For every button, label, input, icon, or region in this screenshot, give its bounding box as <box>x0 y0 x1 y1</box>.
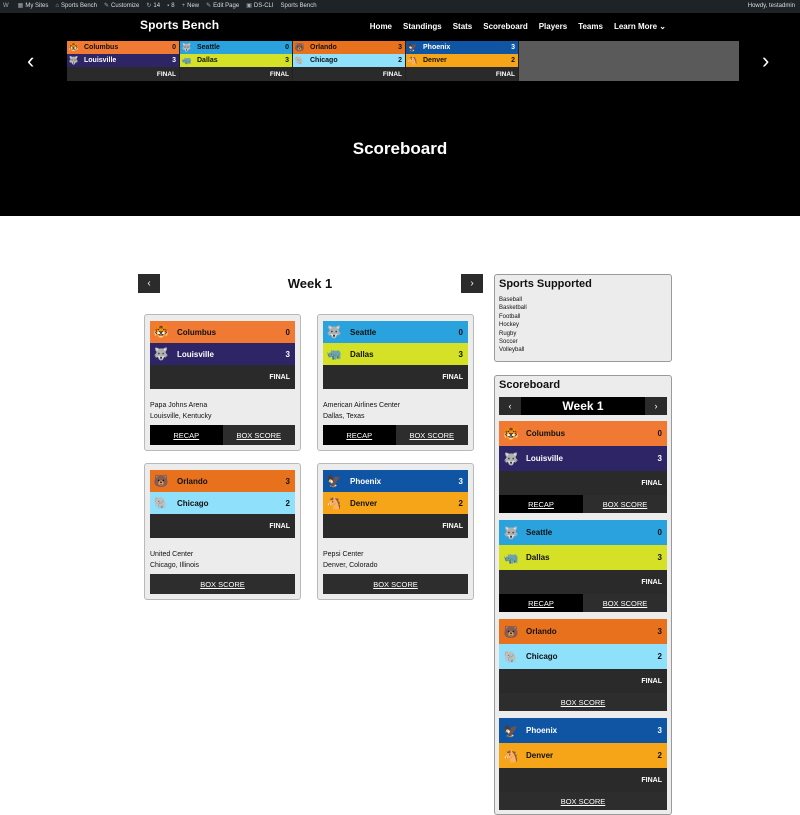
my-sites-link[interactable]: ▦ My Sites <box>18 0 49 13</box>
game-card <box>144 314 301 451</box>
ticker-game[interactable] <box>406 41 518 81</box>
phoenix-logo-icon: 🦅 <box>503 723 519 738</box>
team-row-louisville <box>67 54 179 67</box>
dallas-logo-icon: 🦏 <box>181 56 192 65</box>
sport-item: Soccer <box>499 339 518 346</box>
louisville-logo-icon: 🐺 <box>153 347 169 361</box>
plus-icon: + <box>181 3 186 9</box>
team-score: 2 <box>657 652 662 661</box>
game-venue <box>323 400 468 422</box>
sport-item: Volleyball <box>499 347 525 354</box>
team-row-louisville <box>150 343 295 365</box>
team-row-chicago <box>293 54 405 67</box>
updates-icon: ↻ <box>146 3 152 9</box>
team-name[interactable]: Columbus <box>84 44 119 51</box>
team-score: 0 <box>657 429 662 438</box>
team-name[interactable]: Phoenix <box>350 476 382 486</box>
team-score: 3 <box>285 349 290 359</box>
team-name[interactable]: Dallas <box>350 349 374 359</box>
widget-box-score-button[interactable]: BOX SCORE <box>499 792 667 810</box>
nav-learn-more[interactable]: Learn More ⌄ <box>613 22 666 31</box>
dallas-logo-icon: 🦏 <box>503 550 519 565</box>
main-nav <box>370 22 666 31</box>
widget-week-prev-button[interactable]: ‹ <box>499 397 521 415</box>
terminal-icon: ▣ <box>246 3 252 9</box>
scoreboard-widget-week-nav <box>499 397 667 415</box>
team-name[interactable]: Orlando <box>310 44 337 51</box>
team-row-columbus <box>150 321 295 343</box>
widget-week-title: Week 1 <box>521 397 645 415</box>
team-name[interactable]: Seattle <box>526 528 553 537</box>
team-row-chicago <box>150 492 295 514</box>
team-score: 3 <box>458 349 463 359</box>
game-status: FINAL <box>323 365 468 389</box>
widget-game-links <box>499 594 667 612</box>
team-score: 2 <box>398 57 402 64</box>
team-row-orlando <box>499 619 667 644</box>
team-name[interactable]: Columbus <box>177 327 217 337</box>
nav-stats[interactable]: Stats <box>452 22 473 31</box>
team-score: 3 <box>285 476 290 486</box>
orlando-logo-icon: 🐻 <box>294 43 305 52</box>
widget-game-status: FINAL <box>499 471 667 495</box>
team-score: 0 <box>285 327 290 337</box>
team-name[interactable]: Louisville <box>177 349 214 359</box>
team-name[interactable]: Denver <box>350 498 378 508</box>
venue-name: American Airlines Center <box>323 402 401 409</box>
seattle-logo-icon: 🐺 <box>181 43 192 52</box>
game-card <box>144 463 301 600</box>
sport-item: Football <box>499 313 521 320</box>
game-card <box>317 314 474 451</box>
widget-box-score-button[interactable]: BOX SCORE <box>499 693 667 711</box>
box-score-button[interactable]: BOX SCORE <box>323 574 468 594</box>
team-name[interactable]: Orlando <box>177 476 208 486</box>
howdy-user[interactable]: Howdy, testadmin <box>747 3 795 9</box>
nav-scoreboard[interactable]: Scoreboard <box>483 22 528 31</box>
team-score: 2 <box>458 498 463 508</box>
seattle-logo-icon: 🐺 <box>503 525 519 540</box>
columbus-logo-icon: 🐯 <box>503 426 519 441</box>
ticker-prev-arrow-icon[interactable]: ‹ <box>27 48 35 73</box>
team-name[interactable]: Chicago <box>526 652 558 661</box>
sport-item: Baseball <box>499 297 523 303</box>
chicago-logo-icon: 🐘 <box>503 649 519 664</box>
team-name[interactable]: Columbus <box>526 429 566 438</box>
team-name[interactable]: Chicago <box>177 498 209 508</box>
box-score-button[interactable]: BOX SCORE <box>150 574 295 594</box>
louisville-logo-icon: 🐺 <box>68 56 79 65</box>
scoreboard-widget-title: Scoreboard <box>499 379 561 391</box>
comments-link[interactable]: ▪ 8 <box>167 0 174 13</box>
nav-standings[interactable]: Standings <box>403 22 442 31</box>
nav-home[interactable]: Home <box>369 22 393 31</box>
dallas-logo-icon: 🦏 <box>326 347 342 361</box>
team-name[interactable]: Dallas <box>526 553 550 562</box>
team-row-phoenix <box>323 470 468 492</box>
brush-icon: ✎ <box>104 3 110 9</box>
sport-item: Basketball <box>499 305 527 312</box>
ticker-game[interactable] <box>67 41 179 81</box>
phoenix-logo-icon: 🦅 <box>407 43 418 52</box>
widget-game <box>499 421 667 513</box>
pencil-icon: ✎ <box>206 3 212 9</box>
team-score: 3 <box>285 57 289 64</box>
widget-game-list <box>499 421 667 810</box>
team-score: 3 <box>657 553 662 562</box>
sport-item: Rugby <box>499 330 517 337</box>
sport-item: Hockey <box>499 322 520 329</box>
ticker-game-status: FINAL <box>67 67 179 81</box>
louisville-logo-icon: 🐺 <box>503 451 519 466</box>
columbus-logo-icon: 🐯 <box>68 43 79 52</box>
game-links <box>323 425 468 445</box>
team-score: 2 <box>657 751 662 760</box>
team-name[interactable]: Dallas <box>197 57 218 64</box>
venue-name: Papa Johns Arena <box>150 402 208 409</box>
edit-page-link[interactable]: ✎ Edit Page <box>206 0 239 13</box>
box-score-button[interactable]: BOX SCORE <box>223 425 296 445</box>
game-card <box>317 463 474 600</box>
ticker-game-status: FINAL <box>406 67 518 81</box>
venue-location: Louisville, Kentucky <box>150 413 212 420</box>
team-score: 3 <box>172 57 176 64</box>
site-name-link[interactable]: ⌂ Sports Bench <box>55 0 97 13</box>
updates-link[interactable]: ↻ 14 <box>146 0 160 13</box>
sites-icon: ▦ <box>17 3 24 9</box>
game-status: FINAL <box>150 365 295 389</box>
comment-icon: ▪ <box>167 3 170 9</box>
orlando-logo-icon: 🐻 <box>153 474 169 488</box>
wordpress-icon: W <box>3 3 9 9</box>
team-score: 3 <box>657 726 662 735</box>
venue-location: Dallas, Texas <box>323 413 365 420</box>
widget-game-status: FINAL <box>499 570 667 594</box>
widget-recap-button[interactable]: RECAP <box>499 594 583 612</box>
team-score: 0 <box>285 44 289 51</box>
score-ticker <box>67 41 739 81</box>
game-links <box>150 425 295 445</box>
team-score: 0 <box>172 44 176 51</box>
team-row-seattle <box>180 41 292 54</box>
week-prev-button[interactable]: ‹ <box>138 274 160 293</box>
denver-logo-icon: 🐴 <box>326 496 342 510</box>
phoenix-logo-icon: 🦅 <box>326 474 342 488</box>
team-row-denver <box>499 743 667 768</box>
widget-game <box>499 619 667 711</box>
game-links <box>150 574 295 594</box>
recap-button[interactable]: RECAP <box>323 425 396 445</box>
team-row-seattle <box>323 321 468 343</box>
team-name[interactable]: Orlando <box>526 627 557 636</box>
team-row-dallas <box>499 545 667 570</box>
team-name[interactable]: Louisville <box>526 454 563 463</box>
game-venue <box>150 400 295 422</box>
week-title: Week 1 <box>287 276 333 291</box>
widget-recap-button[interactable]: RECAP <box>499 495 583 513</box>
scoreboard-widget <box>494 375 672 815</box>
team-name[interactable]: Seattle <box>197 44 220 51</box>
team-name[interactable]: Denver <box>526 751 554 760</box>
customize-link[interactable]: ✎ Customize <box>104 0 139 13</box>
recap-button[interactable]: RECAP <box>150 425 223 445</box>
ticker-game-status: FINAL <box>293 67 405 81</box>
team-score: 3 <box>657 627 662 636</box>
page-title: Scoreboard <box>352 139 448 158</box>
game-links <box>323 574 468 594</box>
nav-teams[interactable]: Teams <box>578 22 603 31</box>
team-row-phoenix <box>499 718 667 743</box>
team-row-orlando <box>150 470 295 492</box>
team-score: 2 <box>285 498 290 508</box>
widget-game <box>499 718 667 810</box>
team-score: 0 <box>458 327 463 337</box>
dscli-link[interactable]: ▣ DS-CLI <box>246 0 273 13</box>
venue-location: Chicago, Illinois <box>150 562 200 569</box>
widget-game-links <box>499 792 667 810</box>
ticker-game[interactable] <box>293 41 405 81</box>
week-next-button[interactable]: › <box>461 274 483 293</box>
team-row-orlando <box>293 41 405 54</box>
team-score: 2 <box>511 57 515 64</box>
admin-bar <box>0 0 800 13</box>
widget-box-score-button[interactable]: BOX SCORE <box>583 495 667 513</box>
widget-game-status: FINAL <box>499 768 667 792</box>
site-brand[interactable]: Sports Bench <box>140 18 220 32</box>
team-row-dallas <box>180 54 292 67</box>
game-status: FINAL <box>323 514 468 538</box>
venue-location: Denver, Colorado <box>323 562 378 569</box>
team-name[interactable]: Phoenix <box>526 726 558 735</box>
site-link-2[interactable]: Sports Bench <box>280 3 317 9</box>
team-row-chicago <box>499 644 667 669</box>
denver-logo-icon: 🐴 <box>407 56 418 65</box>
widget-week-next-button[interactable]: › <box>645 397 667 415</box>
team-score: 0 <box>657 528 662 537</box>
ticker-next-arrow-icon[interactable]: › <box>762 48 770 73</box>
team-row-denver <box>406 54 518 67</box>
seattle-logo-icon: 🐺 <box>326 325 342 339</box>
venue-name: United Center <box>150 551 194 558</box>
team-row-phoenix <box>406 41 518 54</box>
site-header <box>0 13 800 216</box>
team-score: 3 <box>511 44 515 51</box>
team-score: 3 <box>458 476 463 486</box>
game-venue <box>150 549 295 571</box>
game-venue <box>323 549 468 571</box>
team-name[interactable]: Phoenix <box>423 44 451 51</box>
columbus-logo-icon: 🐯 <box>153 325 169 339</box>
widget-game-links <box>499 495 667 513</box>
chicago-logo-icon: 🐘 <box>294 56 305 65</box>
team-row-columbus <box>499 421 667 446</box>
box-score-button[interactable]: BOX SCORE <box>396 425 469 445</box>
team-row-denver <box>323 492 468 514</box>
new-content-link[interactable]: + New <box>182 0 200 13</box>
sports-supported-widget <box>494 274 672 362</box>
nav-players[interactable]: Players <box>538 22 568 31</box>
chicago-logo-icon: 🐘 <box>153 496 169 510</box>
widget-game <box>499 520 667 612</box>
team-row-dallas <box>323 343 468 365</box>
game-status: FINAL <box>150 514 295 538</box>
ticker-game[interactable] <box>180 41 292 81</box>
orlando-logo-icon: 🐻 <box>503 624 519 639</box>
sports-list <box>499 296 667 355</box>
team-name[interactable]: Chicago <box>310 57 338 64</box>
sports-supported-title: Sports Supported <box>499 278 592 290</box>
widget-game-status: FINAL <box>499 669 667 693</box>
team-row-louisville <box>499 446 667 471</box>
team-name[interactable]: Seattle <box>350 327 377 337</box>
ticker-game-status: FINAL <box>180 67 292 81</box>
team-name[interactable]: Louisville <box>84 57 117 64</box>
home-icon: ⌂ <box>55 3 59 9</box>
team-score: 3 <box>657 454 662 463</box>
venue-name: Pepsi Center <box>323 551 364 558</box>
denver-logo-icon: 🐴 <box>503 748 519 763</box>
widget-box-score-button[interactable]: BOX SCORE <box>583 594 667 612</box>
wordpress-logo[interactable] <box>3 0 11 13</box>
team-row-columbus <box>67 41 179 54</box>
ticker-empty-slot <box>519 41 739 81</box>
team-row-seattle <box>499 520 667 545</box>
team-score: 3 <box>398 44 402 51</box>
widget-game-links <box>499 693 667 711</box>
team-name[interactable]: Denver <box>423 57 447 64</box>
